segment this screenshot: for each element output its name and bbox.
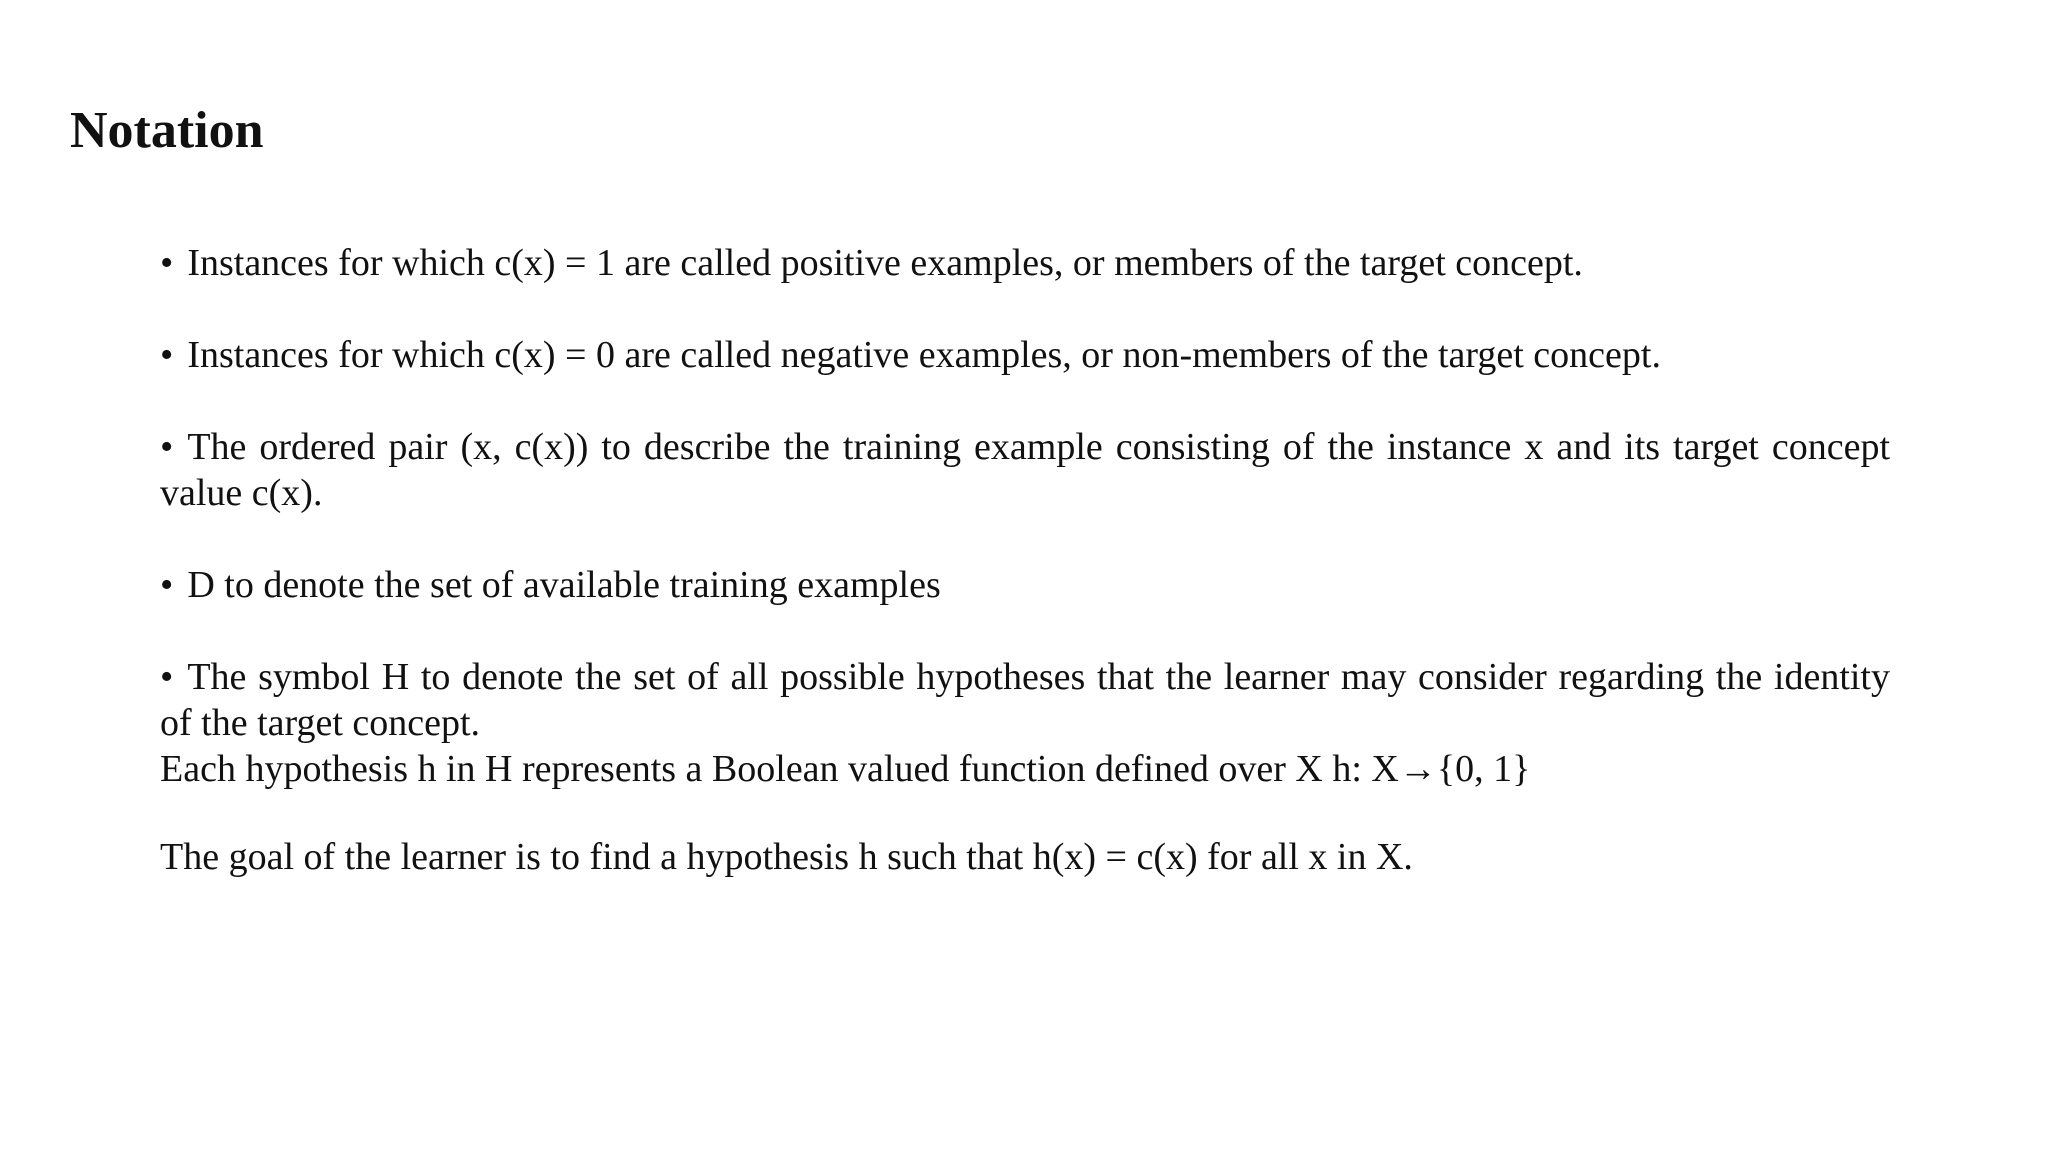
bullet-icon: • [160, 426, 174, 468]
bullet-item-negative [160, 332, 1890, 378]
hypothesis-definition: Each hypothesis h in H represents a Boolean valued function defined over X h: X→{0, 1} [160, 748, 1531, 790]
bullet-text: The ordered pair (x, c(x)) to describe the training example consisting of the instance x and its target concept value c(x). [160, 426, 1890, 514]
bullet-item-ordered-pair [160, 424, 1890, 516]
bullet-icon: • [160, 334, 174, 376]
bullet-item-hypothesis-space [160, 654, 1890, 746]
bullet-text: Instances for which c(x) = 0 are called negative examples, or non-members of the target concept. [187, 334, 1661, 376]
bullet-text: Instances for which c(x) = 1 are called positive examples, or members of the target concept. [187, 242, 1583, 284]
bullet-icon: • [160, 564, 174, 606]
learner-goal: The goal of the learner is to find a hypothesis h such that h(x) = c(x) for all x in X. [160, 836, 1413, 878]
slide-title: Notation [70, 102, 264, 159]
bullet-item-training-set [160, 562, 1890, 608]
bullet-icon: • [160, 656, 174, 698]
bullet-item-positive [160, 240, 1890, 286]
bullet-text: The symbol H to denote the set of all possible hypotheses that the learner may consider regarding the identity of the target concept. [160, 656, 1890, 744]
bullet-icon: • [160, 242, 174, 284]
bullet-text: D to denote the set of available training examples [187, 564, 941, 606]
slide-body [160, 240, 1890, 880]
